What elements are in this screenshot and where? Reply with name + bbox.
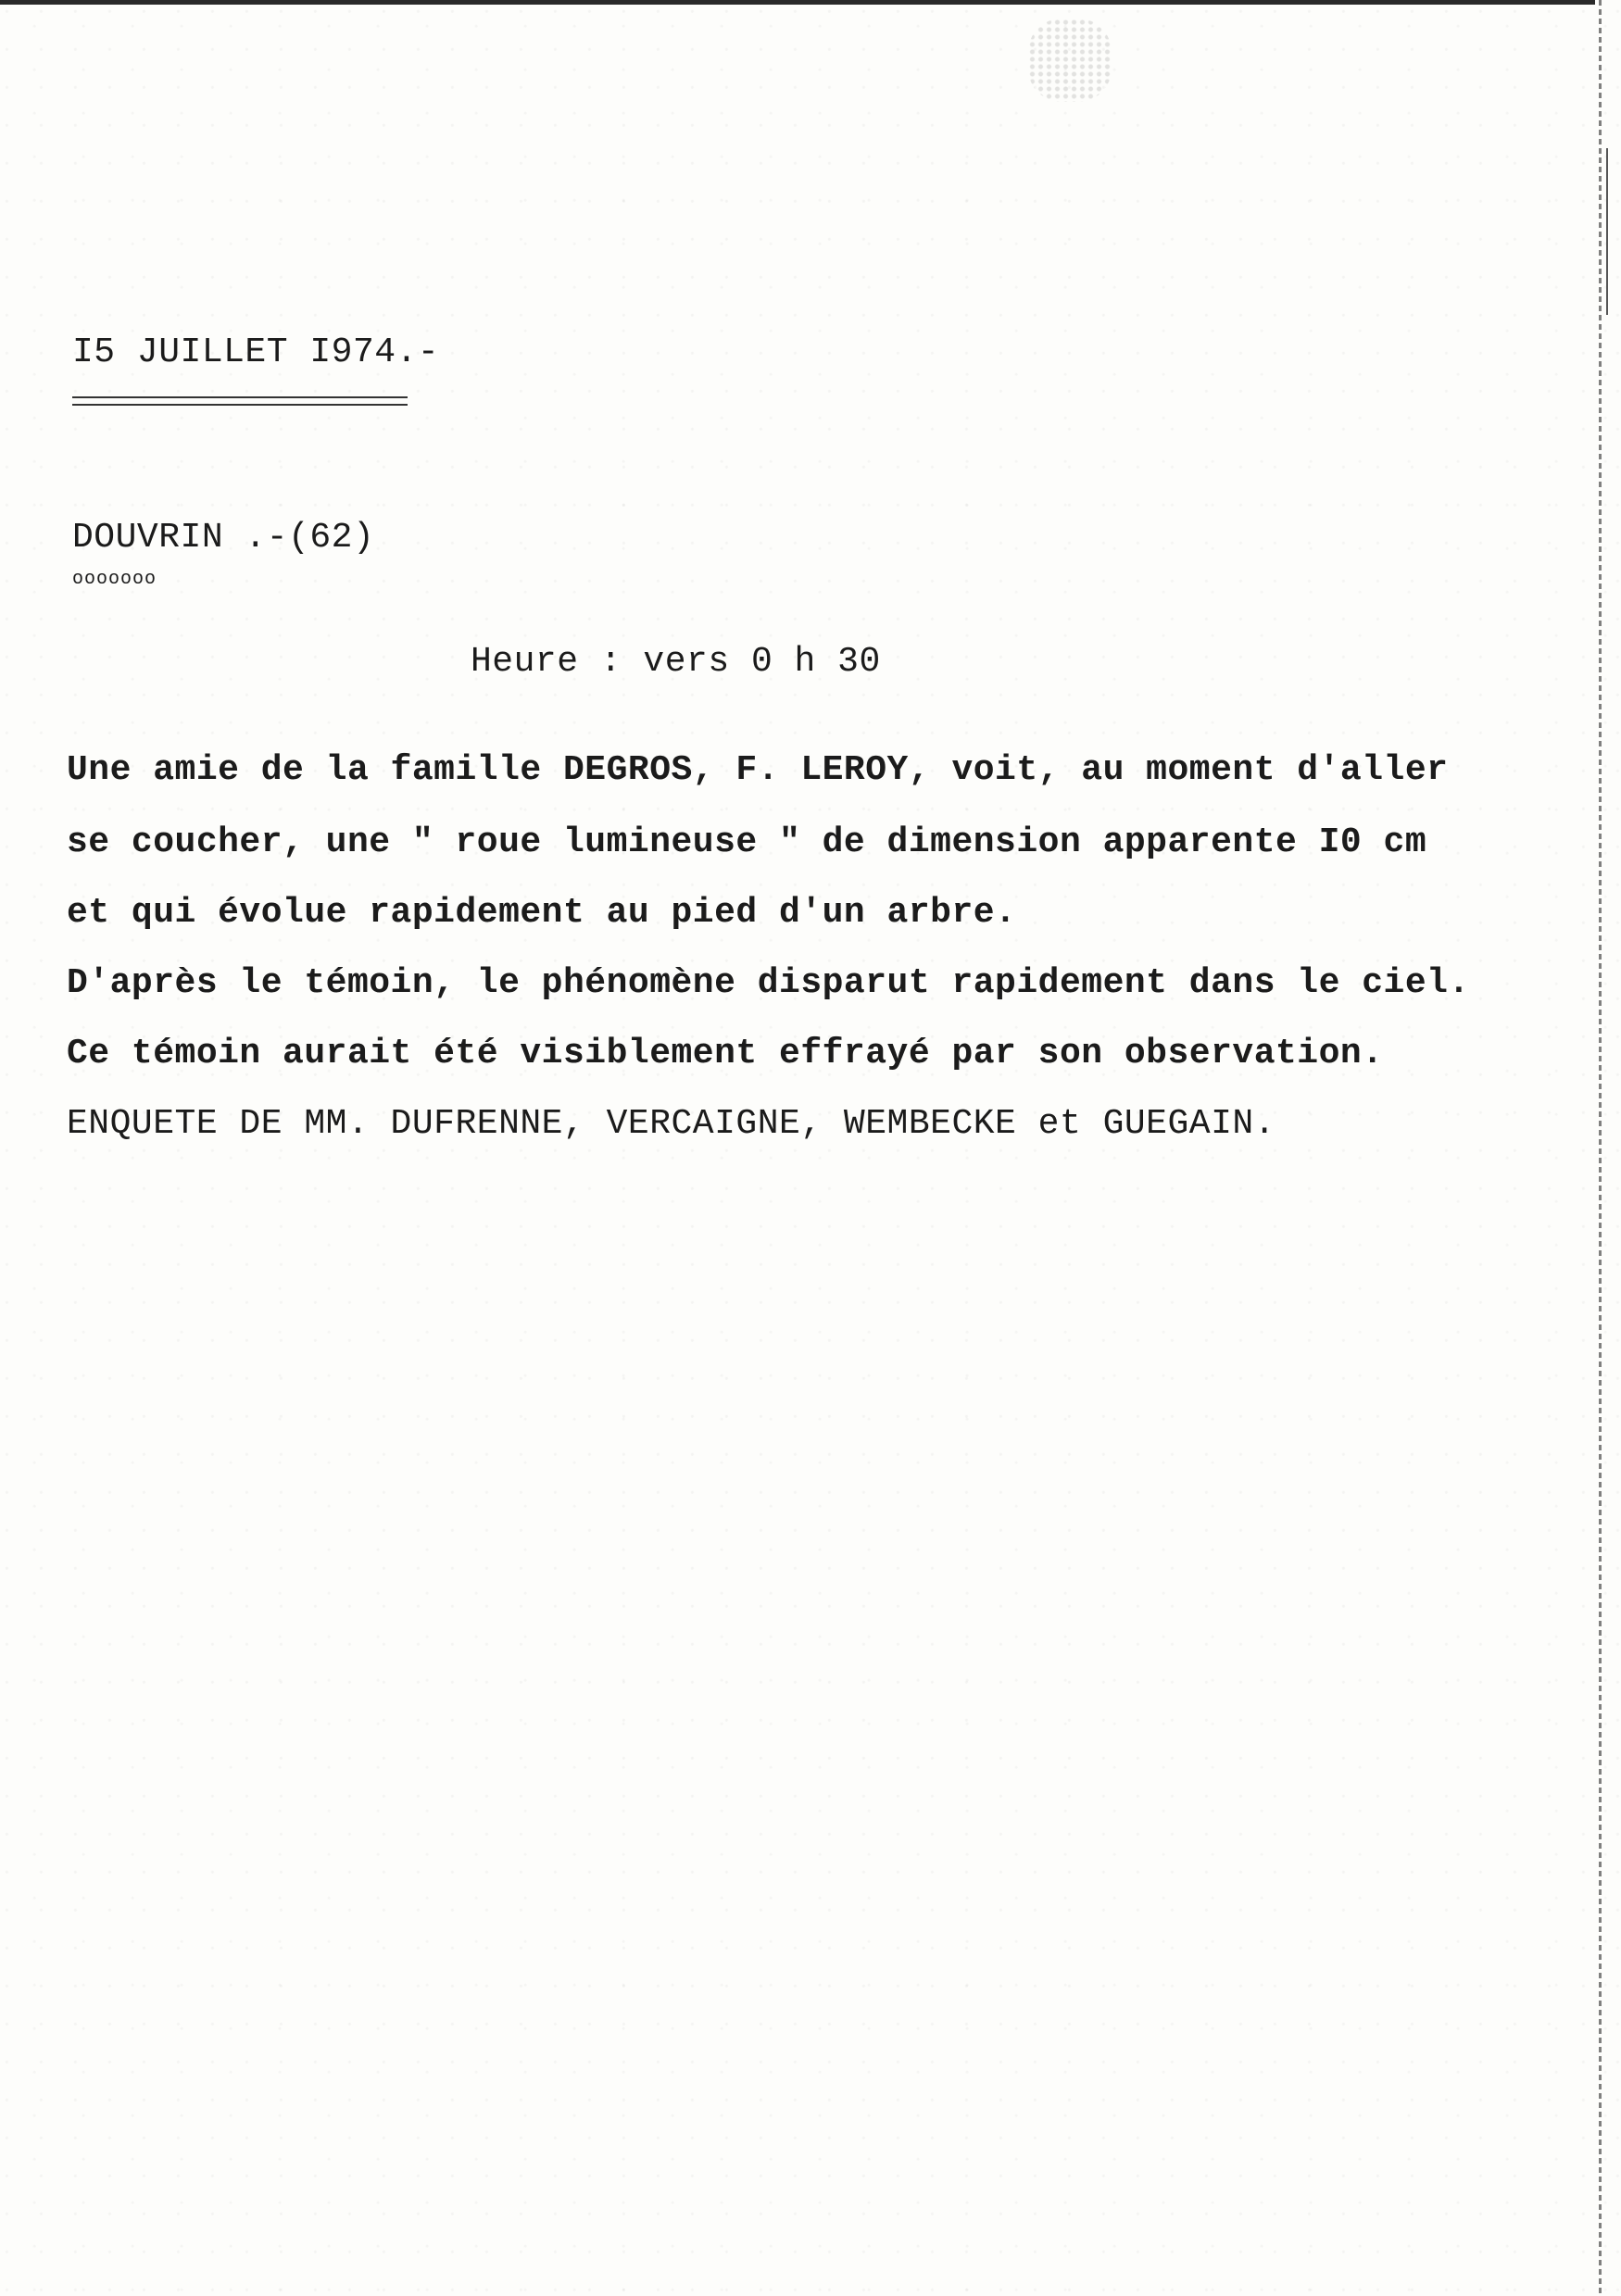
right-edge-marks xyxy=(1599,0,1602,2296)
body-line: Une amie de la famille DEGROS, F. LEROY, voit, au moment d'aller xyxy=(67,750,1449,790)
report-location: DOUVRIN .-(62) xyxy=(72,518,375,558)
body-line: se coucher, une " roue lumineuse " de dimension apparente I0 cm xyxy=(67,822,1427,862)
right-edge-line xyxy=(1606,148,1608,315)
report-time: Heure : vers 0 h 30 xyxy=(471,642,881,682)
investigators-line: ENQUETE DE MM. DUFRENNE, VERCAIGNE, WEMBECKE et GUEGAIN. xyxy=(67,1104,1276,1144)
report-date: I5 JUILLET I974.- xyxy=(72,332,440,372)
date-double-underline xyxy=(72,396,408,406)
body-line: Ce témoin aurait été visiblement effrayé par son observation. xyxy=(67,1034,1384,1073)
top-border xyxy=(0,0,1595,5)
location-underline: ooooooo xyxy=(72,569,157,590)
body-line: D'après le témoin, le phénomène disparut rapidement dans le ciel. xyxy=(67,963,1470,1003)
paper-stain xyxy=(1028,19,1112,102)
body-line: et qui évolue rapidement au pied d'un arbre. xyxy=(67,893,1017,933)
